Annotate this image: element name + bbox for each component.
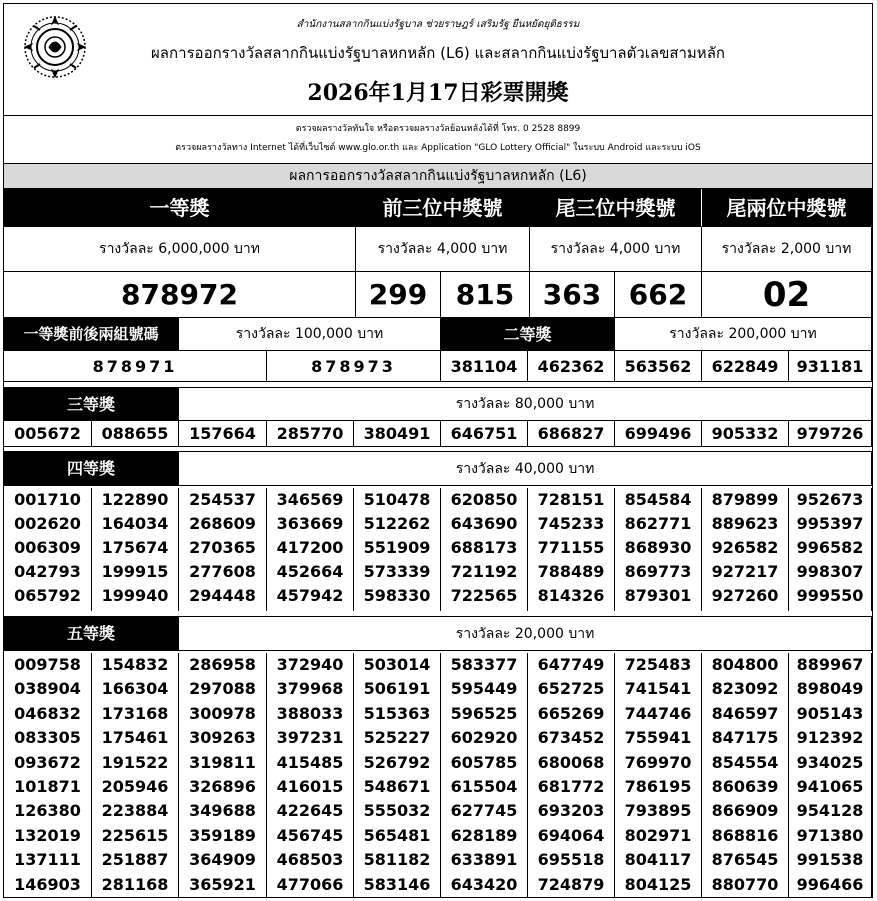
fifth-prize-number: 132019 [14,825,81,845]
fifth-prize-number: 477066 [276,874,344,894]
third-prize-number: 905332 [702,421,789,447]
fifth-prize-number: 456745 [276,825,344,845]
section-subheading: ผลการออกรางวัลสลากกินแบ่งรัฐบาลหกหลัก (L6) [4,163,872,189]
fourth-prize-number: 995397 [796,514,864,533]
fifth-prize-number: 905143 [796,703,864,723]
front3-amount: รางวัลละ 4,000 บาท [356,227,530,272]
fifth-prize-number: 786195 [624,776,692,796]
third-prize-number: 979726 [789,421,872,447]
fifth-prize-number: 093672 [14,752,81,772]
fifth-prize-number: 652725 [537,679,605,699]
fifth-prize-number: 038904 [14,679,81,699]
fifth-prize-number: 526792 [363,752,431,772]
fifth-prize-number: 583377 [450,655,518,674]
fourth-prize-number: 620850 [450,490,518,509]
fifth-prize-number: 154832 [101,655,169,674]
fifth-prize-number: 372940 [276,655,344,674]
fourth-prize-number: 551909 [363,538,431,557]
fifth-prize-number: 146903 [14,874,81,894]
fifth-prize-number: 548671 [363,776,431,796]
number-column [267,488,354,611]
third-prize-number: 157664 [179,421,267,447]
front3-heading: 前三位中獎號 [356,189,530,227]
third-prize-heading: 三等獎 [4,388,179,421]
fifth-prize-number: 823092 [711,679,779,699]
first-prize-amount: รางวัลละ 6,000,000 บาท [4,227,356,272]
fifth-prize-number: 173168 [101,703,169,723]
fifth-prize-number: 175461 [101,728,169,748]
fourth-prize-number: 722565 [450,586,518,605]
fourth-prize-number: 814326 [537,586,605,605]
last2-heading: 尾兩位中獎號 [702,189,872,227]
number-column [528,653,615,898]
fourth-prize-number: 175674 [101,538,169,557]
fifth-prize-number: 793895 [624,801,692,821]
fourth-prize-number: 199915 [101,562,169,581]
fourth-prize-number: 862771 [624,514,692,533]
fourth-prize-number: 868930 [624,538,692,557]
fifth-prize-number: 223884 [101,801,169,821]
info-line-2: ตรวจผลรางวัลทาง Internet ได้ที่เว็บไซต์ www.glo.or.th และ Application "GLO Lottery Official" ในระบบ Android และระบบ iOS [175,143,701,153]
number-column [179,488,267,611]
fifth-prize-number: 769970 [624,752,692,772]
back3-number-1: 363 [530,272,615,318]
fourth-prize-number: 598330 [363,586,431,605]
fifth-prize-number: 083305 [14,728,81,748]
fifth-prize-number: 422645 [276,801,344,821]
fifth-prize-number: 804125 [624,874,692,894]
near-first-number-1: 878971 [4,351,267,382]
third-prize-number: 005672 [4,421,92,447]
fifth-prize-number: 615504 [450,776,518,796]
fourth-prize-number: 512262 [363,514,431,533]
fourth-prize-number: 728151 [537,490,605,509]
fifth-prize-number: 912392 [796,728,864,748]
chinese-title: 2026年1月17日彩票開獎 [307,80,569,106]
first-prize-number: 878972 [4,272,356,318]
fourth-prize-heading: 四等獎 [4,452,179,486]
fifth-prize-number: 665269 [537,703,605,723]
front3-number-1: 299 [356,272,441,318]
fourth-prize-number: 510478 [363,490,431,509]
fifth-prize-number: 868816 [711,825,779,845]
fourth-prize-number: 199940 [101,586,169,605]
fourth-prize-number: 457942 [276,586,344,605]
fifth-prize-number: 581182 [363,850,431,870]
third-prize-number: 699496 [615,421,702,447]
lottery-results-sheet [3,3,873,898]
fourth-prize-number: 346569 [276,490,344,509]
fourth-prize-number: 254537 [189,490,256,509]
number-column [267,653,354,898]
near-first-number-2: 878973 [267,351,441,382]
fourth-prize-number: 270365 [189,538,256,557]
fifth-prize-amount: รางวัลละ 20,000 บาท [179,617,872,651]
fifth-prize-number: 934025 [796,752,864,772]
fourth-prize-number: 854584 [624,490,692,509]
fifth-prize-number: 804117 [624,850,692,870]
fifth-prize-number: 583146 [363,874,431,894]
fifth-prize-number: 741541 [624,679,692,699]
back3-heading: 尾三位中獎號 [530,189,702,227]
number-column [4,488,92,611]
header [4,4,872,116]
number-column [4,653,92,898]
fourth-prize-number: 277608 [189,562,256,581]
fourth-prize-number: 927217 [711,562,779,581]
fifth-prize-number: 364909 [189,850,256,870]
fifth-prize-number: 941065 [796,776,864,796]
second-prize-number: 622849 [702,351,789,382]
fifth-prize-number: 251887 [101,850,169,870]
fourth-prize-number: 996582 [796,538,864,557]
third-prize-number: 285770 [267,421,354,447]
fourth-prize-number: 122890 [101,490,169,509]
fourth-prize-number: 998307 [796,562,864,581]
fifth-prize-number: 101871 [14,776,81,796]
fifth-prize-number: 627745 [450,801,518,821]
fifth-prize-number: 416015 [276,776,344,796]
fourth-prize-number: 952673 [796,490,864,509]
fifth-prize-heading: 五等獎 [4,617,179,651]
fourth-prize-number: 999550 [796,586,864,605]
fifth-prize-number: 555032 [363,801,431,821]
fifth-prize-number: 046832 [14,703,81,723]
fifth-prize-number: 309263 [189,728,256,748]
fifth-prize-number: 847175 [711,728,779,748]
number-column [354,488,441,611]
front3-number-2: 815 [441,272,530,318]
number-column [615,653,702,898]
back3-number-2: 662 [615,272,702,318]
thai-title: ผลการออกรางวัลสลากกินแบ่งรัฐบาลหกหลัก (L6) และสลากกินแบ่งรัฐบาลตัวเลขสามหลัก [151,44,725,62]
fourth-prize-number: 417200 [276,538,344,557]
second-prize-number: 462362 [528,351,615,382]
fifth-prize-number: 889967 [796,655,864,674]
fourth-prize-number: 042793 [14,562,81,581]
back3-amount: รางวัลละ 4,000 บาท [530,227,702,272]
fifth-prize-number: 326896 [189,776,256,796]
number-column [354,653,441,898]
third-prize-number: 380491 [354,421,441,447]
fourth-prize-number: 268609 [189,514,256,533]
fifth-prize-number: 725483 [624,655,692,674]
fifth-prize-number: 846597 [711,703,779,723]
fifth-prize-number: 137111 [14,850,81,870]
fifth-prize-number: 633891 [450,850,518,870]
fifth-prize-number: 876545 [711,850,779,870]
number-column [92,488,179,611]
near-first-heading: 一等獎前後兩組號碼 [4,318,179,351]
fifth-prize-number: 643420 [450,874,518,894]
number-column [702,653,789,898]
fifth-prize-number: 205946 [101,776,169,796]
fourth-prize-number: 002620 [14,514,81,533]
fifth-prize-number: 804800 [711,655,779,674]
fifth-prize-number: 297088 [189,679,256,699]
fifth-prize-number: 744746 [624,703,692,723]
fourth-prize-number: 065792 [14,586,81,605]
fourth-prize-amount: รางวัลละ 40,000 บาท [179,452,872,486]
fourth-prize-number: 926582 [711,538,779,557]
third-prize-amount: รางวัลละ 80,000 บาท [179,388,872,421]
fifth-prize-number: 415485 [276,752,344,772]
fifth-prize-number: 602920 [450,728,518,748]
number-column [615,488,702,611]
number-column [441,488,528,611]
number-column [92,653,179,898]
fourth-prize-number: 363669 [276,514,344,533]
fifth-prize-number: 468503 [276,850,344,870]
fifth-prize-number: 996466 [796,874,864,894]
fourth-prize-number: 879899 [711,490,779,509]
number-column [702,488,789,611]
fifth-prize-number: 319811 [189,752,256,772]
fifth-prize-number: 694064 [537,825,605,845]
fifth-prize-number: 755941 [624,728,692,748]
second-prize-number: 563562 [615,351,702,382]
fourth-prize-number: 688173 [450,538,518,557]
fourth-prize-number: 294448 [189,586,256,605]
fourth-prize-number: 927260 [711,586,779,605]
fourth-prize-number: 889623 [711,514,779,533]
fifth-prize-number: 991538 [796,850,864,870]
info-line-1: ตรวจผลรางวัลทันใจ หรือตรวจผลรางวัลย้อนหลังได้ที่ โทร. 0 2528 8899 [295,124,581,134]
fifth-prize-number: 503014 [363,655,431,674]
fifth-prize-number: 724879 [537,874,605,894]
fourth-prize-number: 745233 [537,514,605,533]
last2-amount: รางวัลละ 2,000 บาท [702,227,872,272]
fourth-prize-number: 771155 [537,538,605,557]
fifth-prize-number: 628189 [450,825,518,845]
fifth-prize-number: 166304 [101,679,169,699]
fifth-prize-number: 802971 [624,825,692,845]
third-prize-number: 646751 [441,421,528,447]
second-prize-number: 931181 [789,351,872,382]
fifth-prize-number: 898049 [796,679,864,699]
fifth-prize-number: 281168 [101,874,169,894]
fifth-prize-number: 647749 [537,655,605,674]
fifth-prize-number: 379968 [276,679,344,699]
fifth-prize-number: 693203 [537,801,605,821]
fifth-prize-number: 126380 [14,801,81,821]
number-column [179,653,267,898]
fifth-prize-number: 673452 [537,728,605,748]
last2-number: 02 [702,272,872,318]
fifth-prize-number: 695518 [537,850,605,870]
fifth-prize-number: 954128 [796,801,864,821]
fifth-prize-number: 880770 [711,874,779,894]
divider [4,382,872,388]
fifth-prize-number: 359189 [189,825,256,845]
fifth-prize-number: 300978 [189,703,256,723]
fifth-prize-number: 605785 [450,752,518,772]
fifth-prize-number: 225615 [101,825,169,845]
divider [4,611,872,617]
fifth-prize-number: 349688 [189,801,256,821]
fifth-prize-number: 009758 [14,655,81,674]
second-prize-amount: รางวัลละ 200,000 บาท [615,318,872,351]
third-prize-number: 686827 [528,421,615,447]
fifth-prize-number: 506191 [363,679,431,699]
second-prize-heading: 二等獎 [441,318,615,351]
fifth-prize-number: 971380 [796,825,864,845]
fifth-prize-number: 397231 [276,728,344,748]
fifth-prize-number: 681772 [537,776,605,796]
fifth-prize-number: 365921 [189,874,256,894]
fourth-prize-number: 788489 [537,562,605,581]
fourth-prize-number: 006309 [14,538,81,557]
fifth-prize-number: 596525 [450,703,518,723]
number-column [528,488,615,611]
near-first-amount: รางวัลละ 100,000 บาท [179,318,441,351]
fifth-prize-number: 286958 [189,655,256,674]
fourth-prize-number: 001710 [14,490,81,509]
fourth-prize-number: 879301 [624,586,692,605]
fifth-prize-number: 680068 [537,752,605,772]
fifth-prize-number: 525227 [363,728,431,748]
third-prize-number: 088655 [92,421,179,447]
fifth-prize-number: 565481 [363,825,431,845]
number-column [789,488,872,611]
fifth-prize-number: 595449 [450,679,518,699]
fourth-prize-number: 452664 [276,562,344,581]
number-column [441,653,528,898]
number-column [789,653,872,898]
fourth-prize-number: 164034 [101,514,169,533]
fifth-prize-number: 860639 [711,776,779,796]
fourth-prize-number: 573339 [363,562,431,581]
fifth-prize-number: 866909 [711,801,779,821]
first-prize-heading: 一等獎 [4,189,356,227]
fourth-prize-number: 643690 [450,514,518,533]
second-prize-number: 381104 [441,351,528,382]
fifth-prize-number: 191522 [101,752,169,772]
office-motto: สำนักงานสลากกินแบ่งรัฐบาล ช่วยราษฎร์ เสริมรัฐ ยืนหยัดยุติธรรม [296,19,580,30]
fifth-prize-number: 515363 [363,703,431,723]
fourth-prize-number: 721192 [450,562,518,581]
fifth-prize-number: 388033 [276,703,344,723]
fifth-prize-number: 854554 [711,752,779,772]
fourth-prize-number: 869773 [624,562,692,581]
